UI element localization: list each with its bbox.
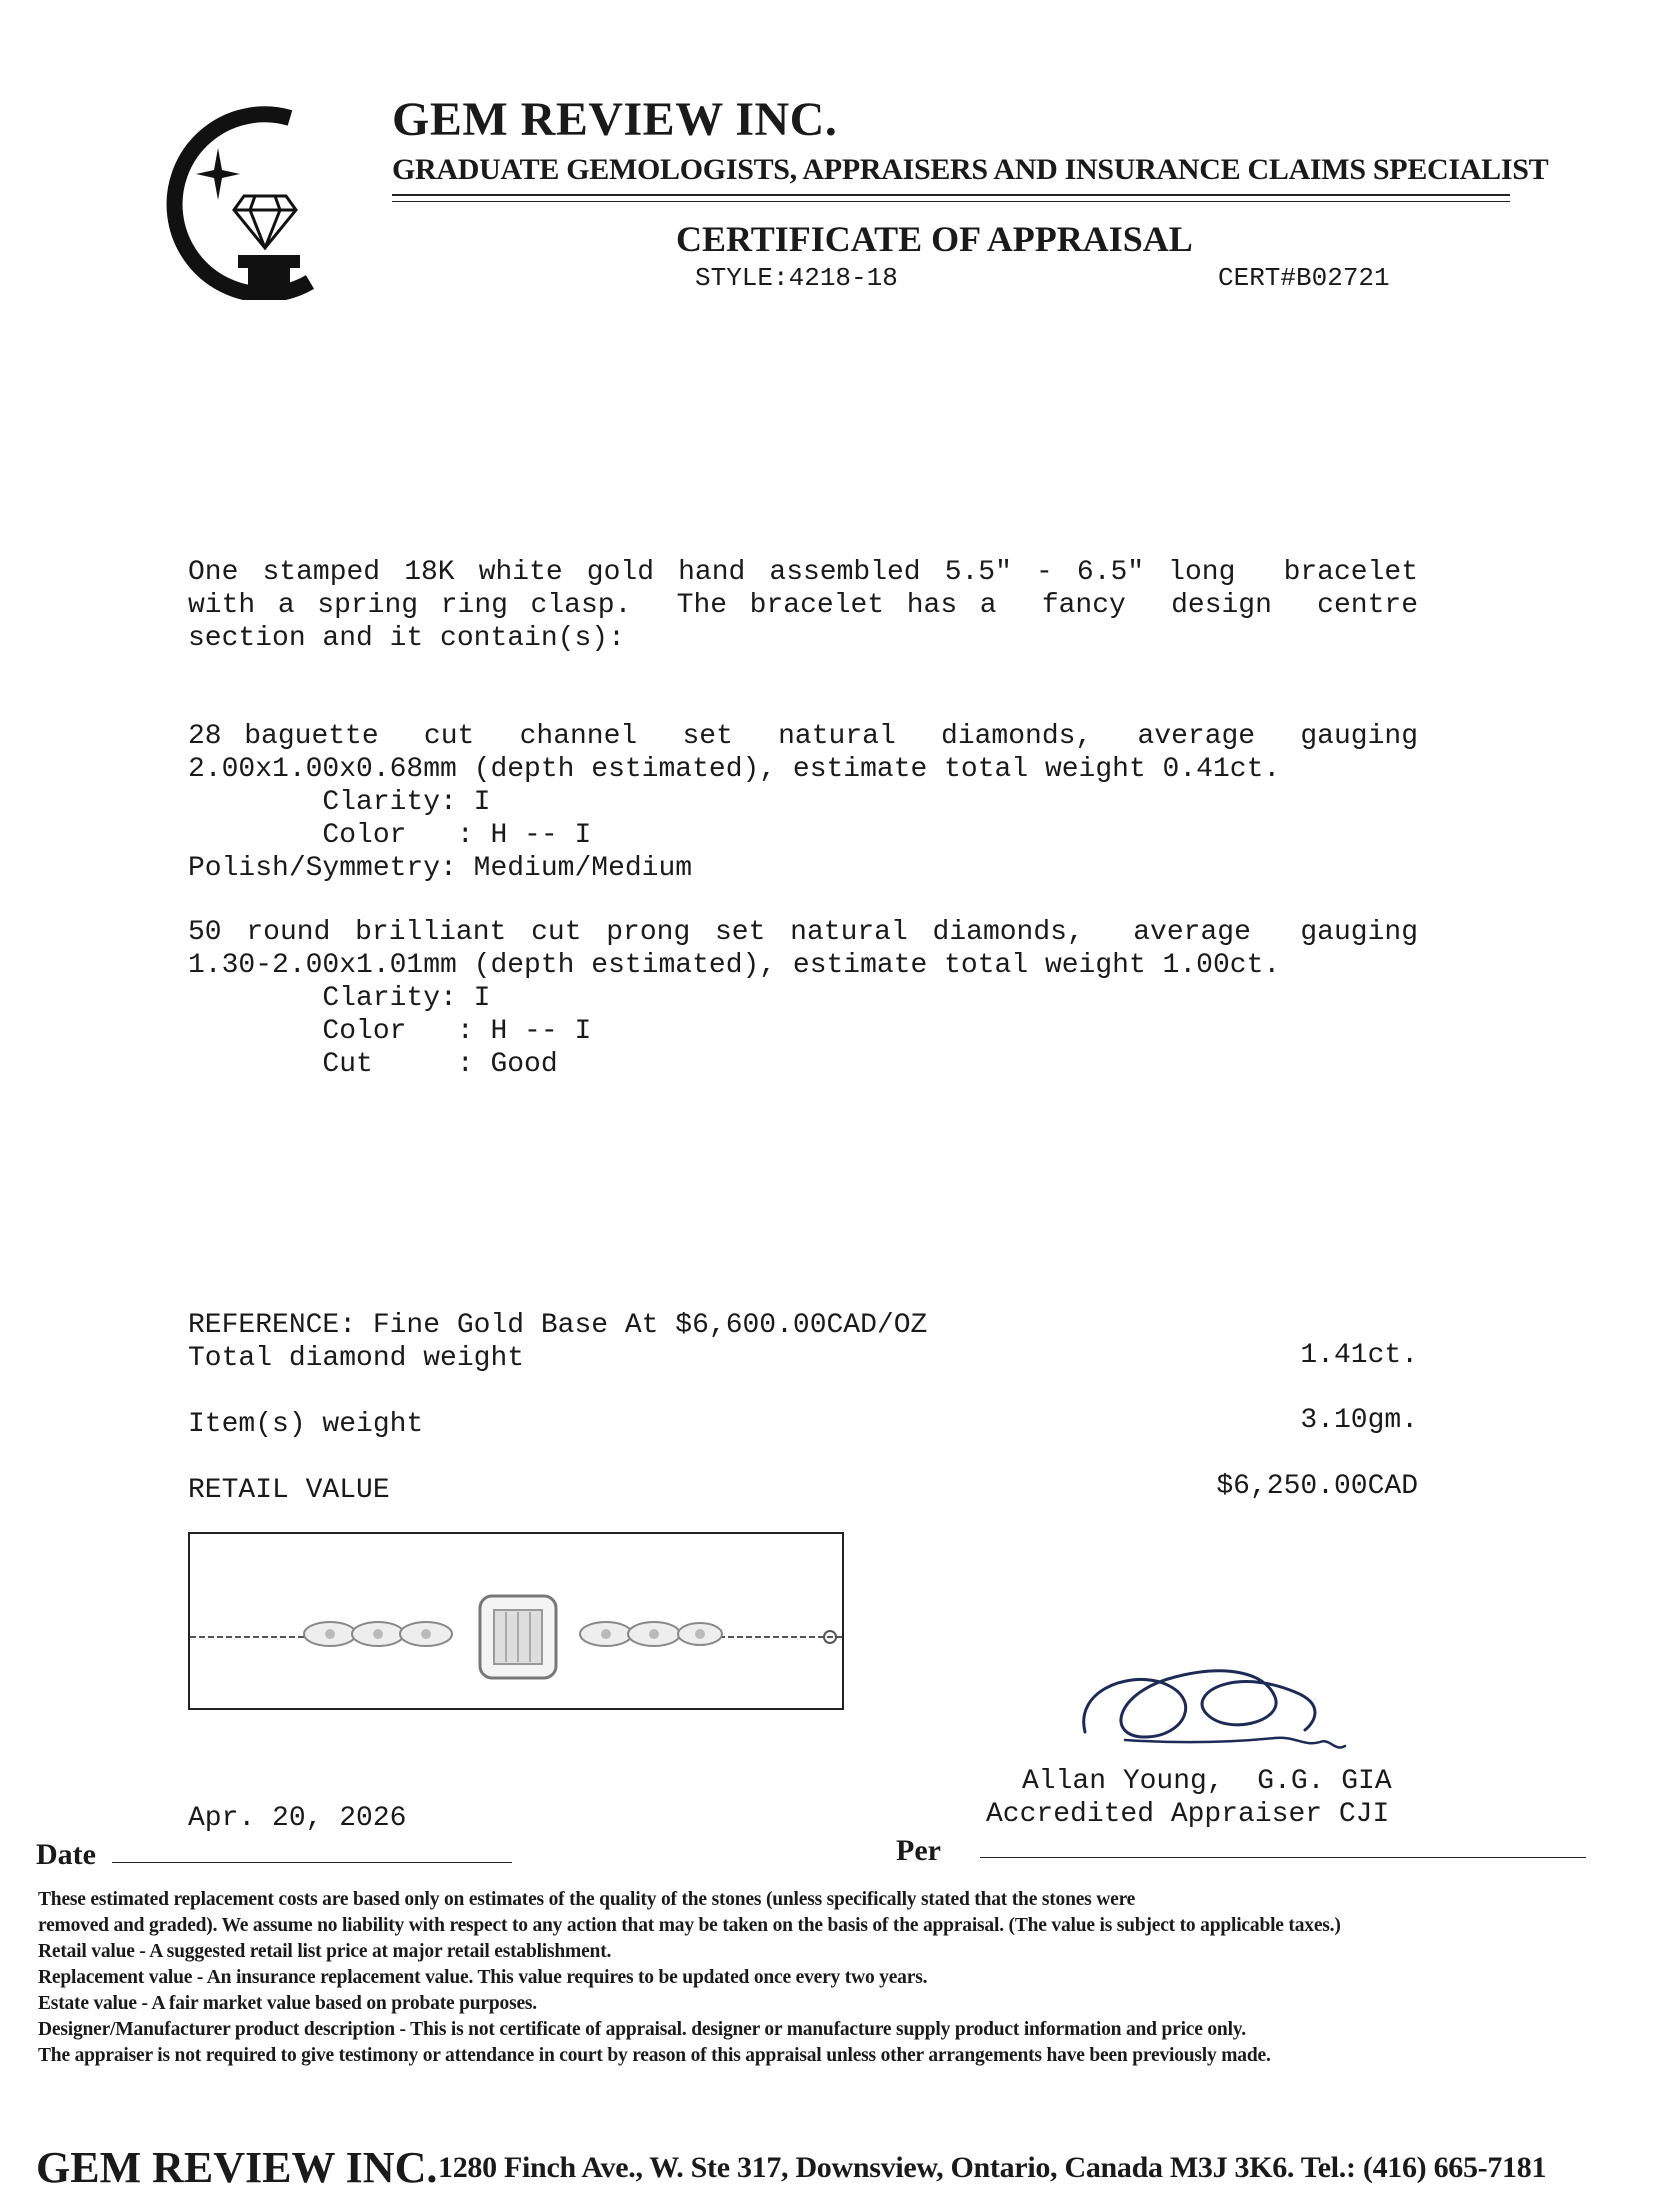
footer-address: 1280 Finch Ave., W. Ste 317, Downsview, Ontario, Canada M3J 3K6. Tel.: (416) 665-7181	[438, 2151, 1547, 2184]
item-weight-label: Item(s) weight	[188, 1409, 424, 1440]
total-diamond-weight-label: Total diamond weight	[188, 1343, 525, 1374]
disclaimer-line: Estate value - A fair market value based on probate purposes.	[38, 1993, 537, 2014]
disclaimer-line: Retail value - A suggested retail list price at major retail establishment.	[38, 1941, 612, 1962]
date-label: Date	[36, 1838, 96, 1871]
appraisal-date: Apr. 20, 2026	[188, 1803, 407, 1834]
total-diamond-weight-value: 1.41ct.	[1300, 1340, 1418, 1371]
item-weight-value: 3.10gm.	[1300, 1405, 1418, 1436]
retail-value-label: RETAIL VALUE	[188, 1475, 390, 1506]
certificate-number: CERT#B02721	[1218, 263, 1390, 293]
bracelet-image	[190, 1534, 842, 1708]
date-signature-line	[112, 1862, 512, 1863]
disclaimer-line: Replacement value - An insurance replacement value. This value requires to be updated once every two years.	[38, 1967, 928, 1988]
description-line: section and it contain(s):	[188, 623, 625, 654]
stone-clarity: Clarity: I	[188, 983, 491, 1014]
footer-company-name: GEM REVIEW INC.	[36, 2143, 438, 2192]
description-line: with a spring ring clasp. The bracelet has a fancy design centre	[188, 590, 1418, 621]
retail-value-amount: $6,250.00CAD	[1216, 1471, 1418, 1502]
disclaimer-line: Designer/Manufacturer product description - This is not certificate of appraisal. designer or manufacture supply product information and price only.	[38, 2019, 1246, 2040]
stone-color: Color : H -- I	[188, 820, 592, 851]
style-number: STYLE:4218-18	[695, 263, 898, 293]
stone-description: 2.00x1.00x0.68mm (depth estimated), estimate total weight 0.41ct.	[188, 754, 1281, 785]
stone-description: 50 round brilliant cut prong set natural diamonds, average gauging	[188, 917, 1418, 948]
stone-clarity: Clarity: I	[188, 787, 491, 818]
header-divider-thin	[392, 201, 1510, 202]
stone-description: 28 baguette cut channel set natural diamonds, average gauging	[188, 721, 1418, 752]
disclaimer-line: These estimated replacement costs are based only on estimates of the quality of the stones (unless specifically stated that the stones were	[38, 1889, 1136, 1910]
description-line: One stamped 18K white gold hand assembled 5.5" - 6.5" long bracelet	[188, 557, 1418, 588]
per-signature-line	[980, 1857, 1586, 1858]
appraiser-name: Allan Young, G.G. GIA	[1022, 1766, 1392, 1797]
company-name: GEM REVIEW INC.	[392, 93, 838, 146]
stone-cut: Cut : Good	[188, 1049, 558, 1080]
company-subtitle: GRADUATE GEMOLOGISTS, APPRAISERS AND INSURANCE CLAIMS SPECIALIST	[392, 153, 1549, 186]
stone-color: Color : H -- I	[188, 1016, 592, 1047]
appraiser-title: Accredited Appraiser CJI	[986, 1799, 1390, 1830]
appraiser-signature	[1065, 1652, 1365, 1770]
stone-description: 1.30-2.00x1.01mm (depth estimated), estimate total weight 1.00ct.	[188, 950, 1281, 981]
per-label: Per	[896, 1834, 941, 1867]
gold-base-reference: REFERENCE: Fine Gold Base At $6,600.00CAD/OZ	[188, 1310, 928, 1341]
disclaimer-line: The appraiser is not required to give testimony or attendance in court by reason of this appraisal unless other arrangements have been previously made.	[38, 2045, 1271, 2066]
item-photo	[188, 1532, 844, 1710]
company-logo	[140, 100, 340, 300]
header-divider	[392, 194, 1510, 196]
certificate-title: CERTIFICATE OF APPRAISAL	[676, 219, 1193, 259]
stone-polish: Polish/Symmetry: Medium/Medium	[188, 853, 693, 884]
disclaimer-line: removed and graded). We assume no liability with respect to any action that may be taken on the basis of the appraisal. (The value is subject to applicable taxes.)	[38, 1915, 1341, 1936]
